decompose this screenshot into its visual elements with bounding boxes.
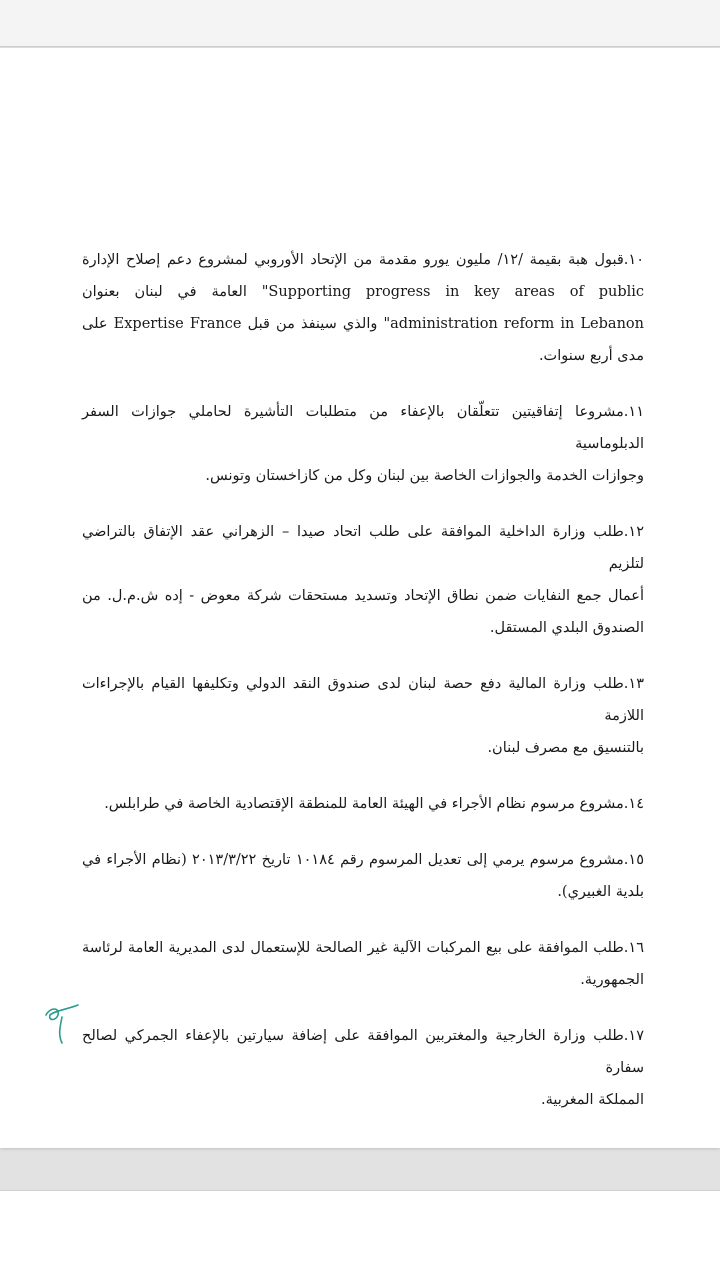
agenda-item-line: ١٢.طلب وزارة الداخلية الموافقة على طلب اتحاد صيدا – الزهراني عقد الإتفاق بالتراضي لتلزيم <box>82 524 644 572</box>
agenda-item-line: ١٠.قبول هبة بقيمة /١٢/ مليون يورو مقدمة من الإتحاد الأوروبي لمشروع دعم إصلاح الإدارة <box>82 252 644 268</box>
agenda-item-line: مدى أربع سنوات. <box>538 348 644 364</box>
agenda-item-11 <box>82 396 644 492</box>
agenda-item-line: بلدية الغبيري). <box>557 884 644 900</box>
agenda-item-line: الجمهورية. <box>580 972 644 988</box>
agenda-item-line: administration reform in Lebanon" والذي سينفذ من قبل Expertise France على <box>82 316 644 332</box>
agenda-item-line: ١٧.طلب وزارة الخارجية والمغتربين الموافقة على إضافة سيارتين بالإعفاء الجمركي لصالح سفارة <box>82 1028 644 1076</box>
agenda-item-16 <box>82 932 644 996</box>
handwritten-signature-icon <box>40 1003 84 1045</box>
agenda-item-14 <box>82 788 644 820</box>
agenda-item-line: وجوازات الخدمة والجوازات الخاصة بين لبنان وكل من كازاخستان وتونس. <box>205 468 644 484</box>
document-page <box>0 48 720 1148</box>
agenda-item-line: ١٥.مشروع مرسوم يرمي إلى تعديل المرسوم رقم ١٠١٨٤ تاريخ ٢٠١٣/٣/٢٢ (نظام الأجراء في <box>82 852 644 868</box>
agenda-item-line: ١٣.طلب وزارة المالية دفع حصة لبنان لدى صندوق النقد الدولي وتكليفها القيام بالإجراءات اللازمة <box>82 676 644 724</box>
next-page-edge <box>0 1190 720 1280</box>
agenda-item-15 <box>82 844 644 908</box>
agenda-list <box>82 244 644 1140</box>
agenda-item-17 <box>82 1020 644 1116</box>
agenda-item-line: أعمال جمع النفايات ضمن نطاق الإتحاد وتسديد مستحقات شركة معوض - إده ش.م.ل. من <box>82 588 644 604</box>
agenda-item-12 <box>82 516 644 644</box>
agenda-item-line: ١٦.طلب الموافقة على بيع المركبات الآلية غير الصالحة للإستعمال لدى المديرية العامة لرئاسة <box>82 940 644 956</box>
agenda-item-line: المملكة المغربية. <box>540 1092 644 1108</box>
agenda-item-line: ١١.مشروعا إتفاقيتين تتعلّقان بالإعفاء من متطلبات التأشيرة لحاملي جوازات السفر الدبلوماسية <box>82 404 644 452</box>
agenda-item-line: ١٤.مشروع مرسوم نظام الأجراء في الهيئة العامة للمنطقة الإقتصادية الخاصة في طرابلس. <box>104 796 644 812</box>
viewer-top-bar <box>0 0 720 47</box>
agenda-item-10 <box>82 244 644 372</box>
agenda-item-line: Supporting progress in key areas of public" العامة في لبنان بعنوان <box>82 284 644 300</box>
agenda-item-line: الصندوق البلدي المستقل. <box>489 620 644 636</box>
agenda-item-line: بالتنسيق مع مصرف لبنان. <box>487 740 644 756</box>
agenda-item-13 <box>82 668 644 764</box>
